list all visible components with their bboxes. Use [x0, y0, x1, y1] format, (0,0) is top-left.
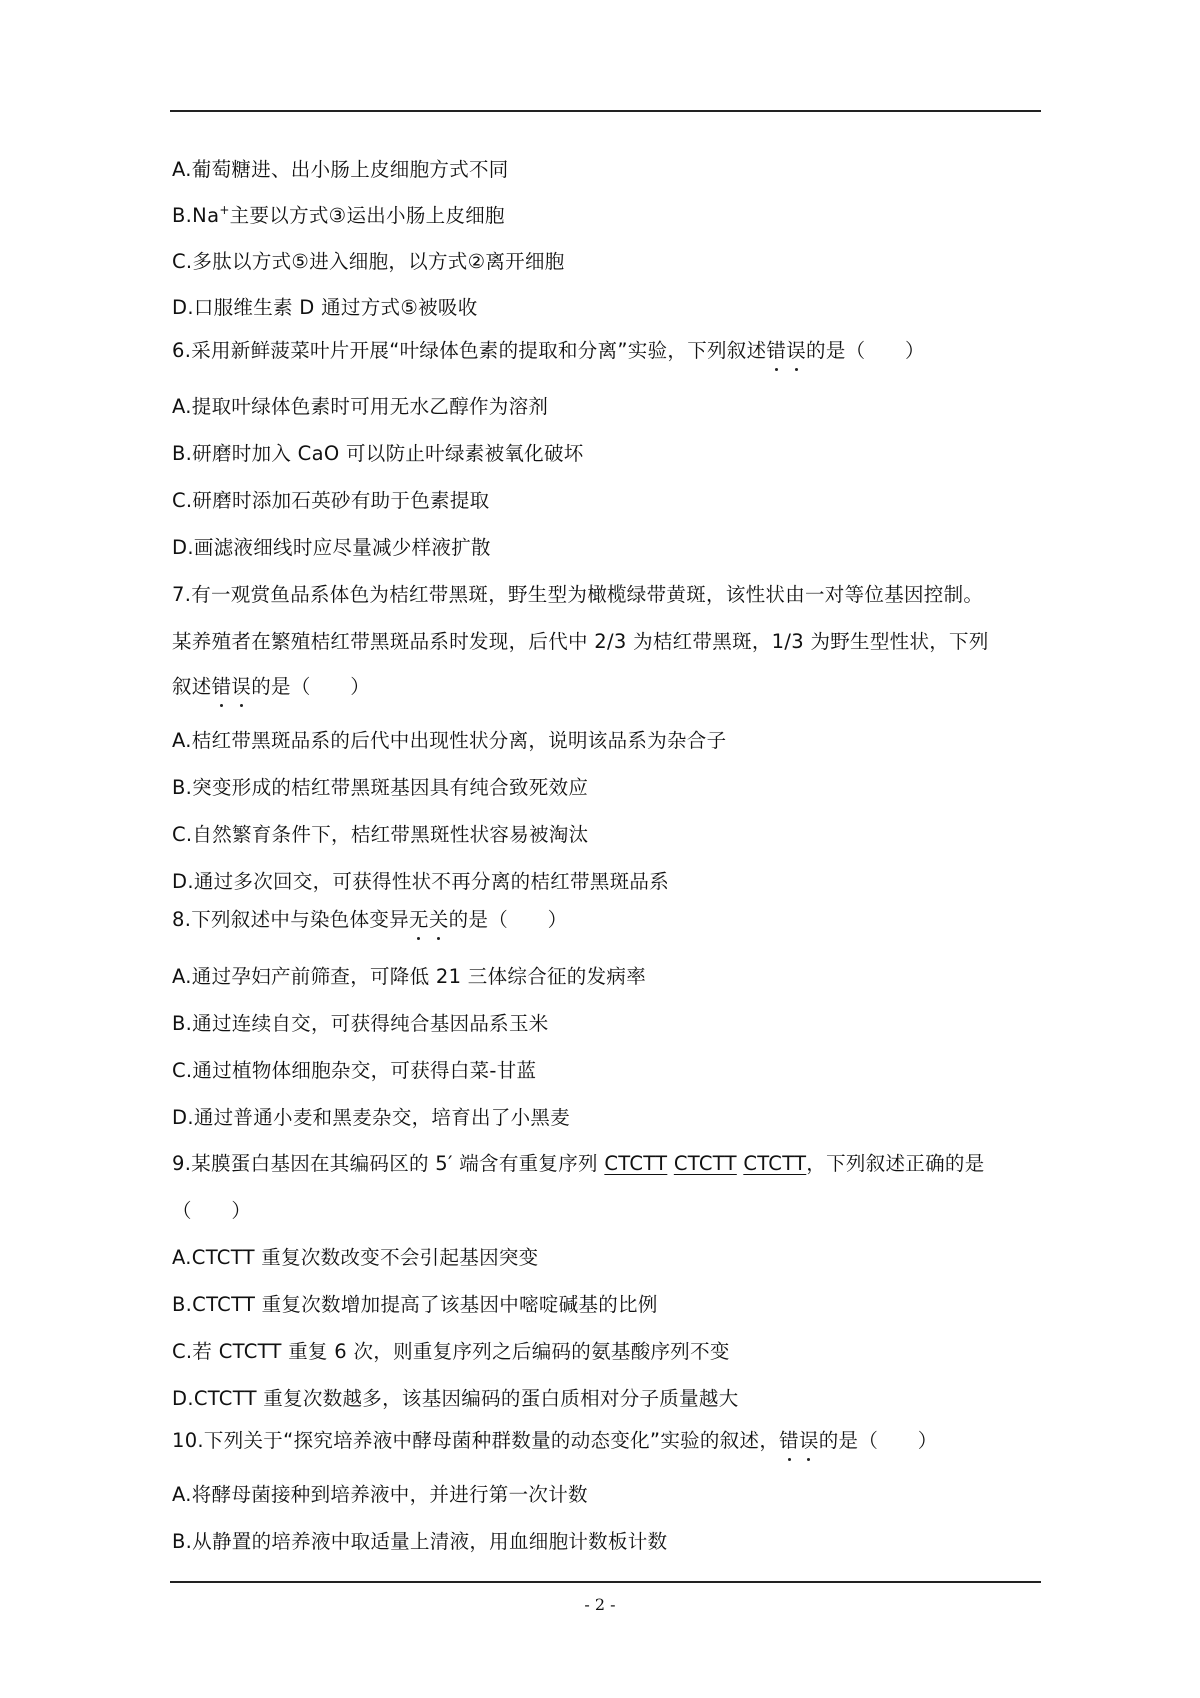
q8-option-b: B.通过连续自交，可获得纯合基因品系玉米 — [172, 1012, 549, 1035]
q9-option-a: A.CTCTT 重复次数改变不会引起基因突变 — [172, 1246, 539, 1269]
footer-rule — [170, 1581, 1041, 1583]
q7-option-d: D.通过多次回交，可获得性状不再分离的桔红带黑斑品系 — [172, 870, 670, 893]
q9-option-b: B.CTCTT 重复次数增加提高了该基因中嘧啶碱基的比例 — [172, 1293, 658, 1316]
q10-option-a: A.将酵母菌接种到培养液中，并进行第一次计数 — [172, 1483, 588, 1506]
q6-option-b: B.研磨时加入 CaO 可以防止叶绿素被氧化破坏 — [172, 442, 584, 465]
q8-option-c: C.通过植物体细胞杂交，可获得白菜-甘蓝 — [172, 1059, 537, 1082]
q9-option-c: C.若 CTCTT 重复 6 次，则重复序列之后编码的氨基酸序列不变 — [172, 1340, 730, 1363]
q6-option-d: D.画滤液细线时应尽量减少样液扩散 — [172, 536, 491, 559]
q7-stem-line-1: 7.有一观赏鱼品系体色为桔红带黑斑，野生型为橄榄绿带黄斑，该性状由一对等位基因控制。 — [172, 583, 984, 606]
q5-option-b: B.Na+主要以方式③运出小肠上皮细胞 — [172, 203, 505, 227]
q8-option-a: A.通过孕妇产前筛查，可降低 21 三体综合征的发病率 — [172, 965, 647, 988]
q10-option-b: B.从静置的培养液中取适量上清液，用血细胞计数板计数 — [172, 1530, 668, 1553]
q6-option-c: C.研磨时添加石英砂有助于色素提取 — [172, 489, 490, 512]
q9-stem-line-1: 9.某膜蛋白基因在其编码区的 5′ 端含有重复序列 CTCTT CTCTT CTCTT，下列叙述正确的是 — [172, 1152, 985, 1175]
q5-option-a: A.葡萄糖进、出小肠上皮细胞方式不同 — [172, 158, 509, 181]
q7-stem-line-2: 某养殖者在繁殖桔红带黑斑品系时发现，后代中 2/3 为桔红带黑斑，1/3 为野生型性状，下列 — [172, 630, 989, 653]
q6-stem: 6.采用新鲜菠菜叶片开展“叶绿体色素的提取和分离”实验，下列叙述错误的是（ ） — [172, 339, 925, 362]
q7-option-a: A.桔红带黑斑品系的后代中出现性状分离，说明该品系为杂合子 — [172, 729, 727, 752]
page-number: - 2 - — [584, 1595, 616, 1614]
q7-option-c: C.自然繁育条件下，桔红带黑斑性状容易被淘汰 — [172, 823, 589, 846]
q8-stem: 8.下列叙述中与染色体变异无关的是（ ） — [172, 908, 568, 931]
q8-option-d: D.通过普通小麦和黑麦杂交，培育出了小黑麦 — [172, 1106, 571, 1129]
q6-option-a: A.提取叶绿体色素时可用无水乙醇作为溶剂 — [172, 395, 549, 418]
q7-option-b: B.突变形成的桔红带黑斑基因具有纯合致死效应 — [172, 776, 589, 799]
q9-option-d: D.CTCTT 重复次数越多，该基因编码的蛋白质相对分子质量越大 — [172, 1387, 739, 1410]
q10-stem: 10.下列关于“探究培养液中酵母菌种群数量的动态变化”实验的叙述，错误的是（ ） — [172, 1429, 938, 1452]
q5-option-d: D.口服维生素 D 通过方式⑤被吸收 — [172, 296, 478, 319]
q5-option-c: C.多肽以方式⑤进入细胞，以方式②离开细胞 — [172, 250, 565, 273]
q9-stem-line-2: （ ） — [172, 1199, 252, 1222]
header-rule — [170, 110, 1041, 112]
q7-stem-line-3: 叙述错误的是（ ） — [172, 675, 371, 698]
